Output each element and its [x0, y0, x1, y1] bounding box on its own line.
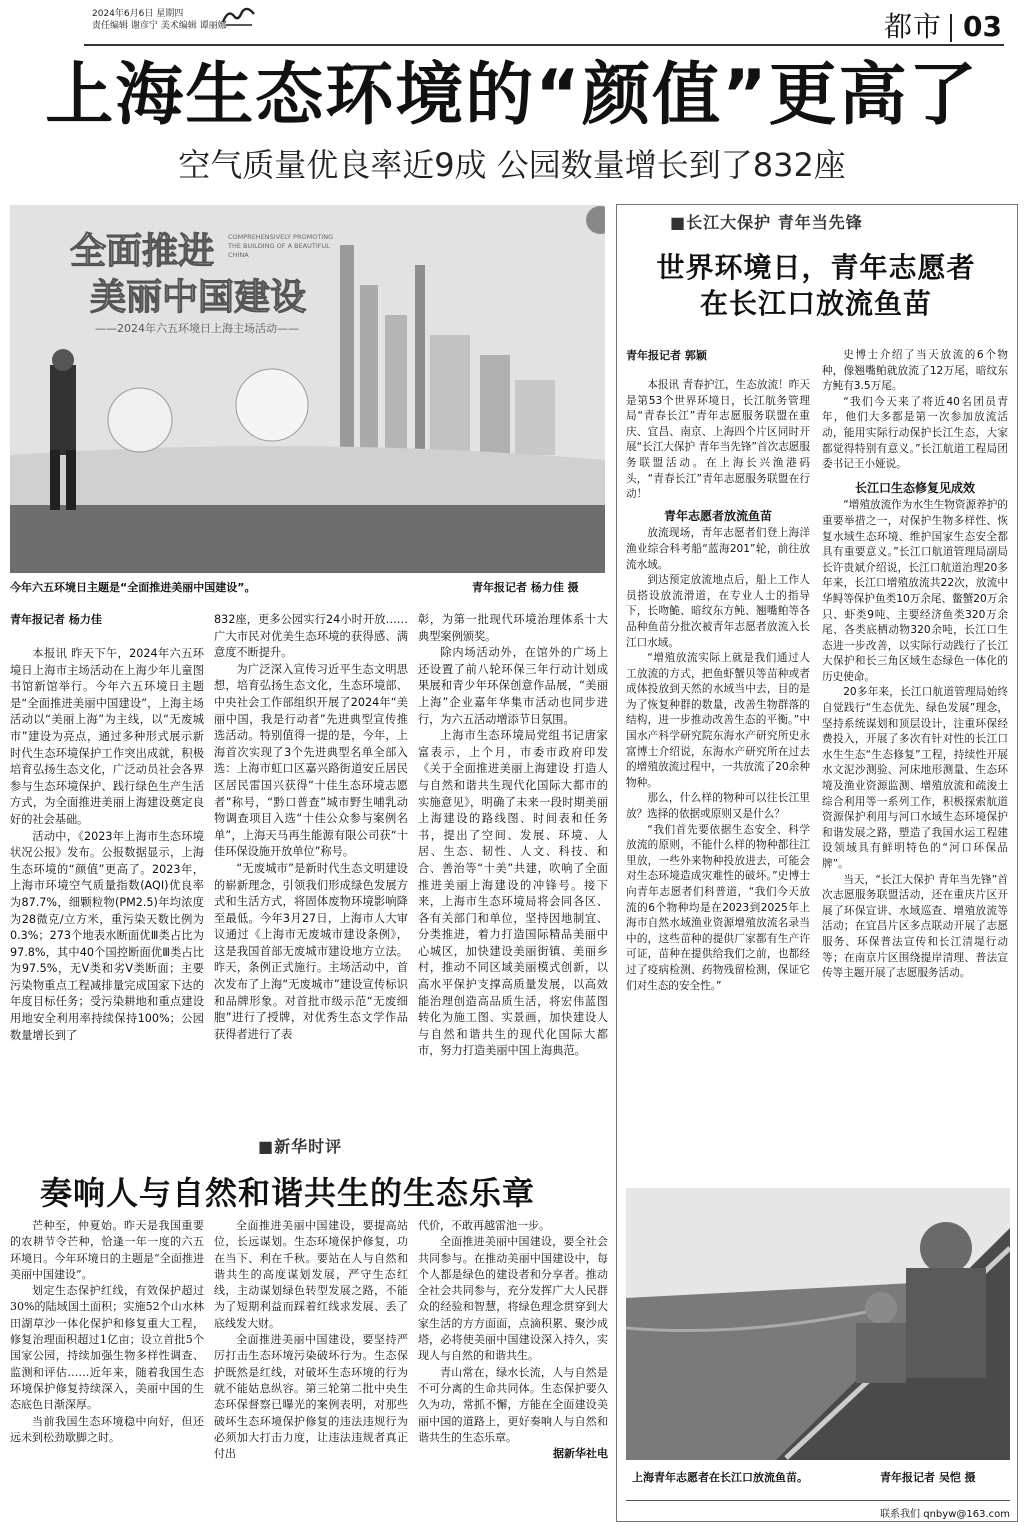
photo1-caption: 今年六五环境日主题是“全面推进美丽中国建设”。: [10, 581, 256, 594]
event-photo: [10, 205, 605, 573]
main-col-3-p3: 上海市生态环境局党组书记唐家富表示，上个月，市委市政府印发《关于全面推进美丽上海建设 打造人与自然和谐共生现代化国际大都市的实施意见》，明确了未来一段时期美丽上海建设的路线图、时间表和任务书，提出了空间、发展、环境、人居、生态、韧性、人文、科技、和合、善治等“十美”共建，吹响了全面推进美丽上海建设的冲锋号。接下来，上海市生态环境局将会同各区、各有关部门和单位，坚持因地制宜、分类推进，着力打造国际精品美丽中心城区，加快建设美丽街镇、美丽乡村，推动不同区域美丽模式创新，以高水平保护支撑高质量发展，以高效能治理创造高品质生活，将宏伟蓝图转化为施工图、实景画，加快建设人与自然和谐共生的现代化国际大都市，努力打造美丽中国上海典范。: [418, 729, 608, 1058]
side-title-line1: 世界环境日，青年志愿者: [656, 251, 976, 284]
header-meta: [92, 8, 227, 32]
commentary-col-1: [10, 1218, 204, 1446]
commentary-col-3-p1: 代价，不敢再越雷池一步。: [418, 1219, 550, 1232]
side-col-a2-p1: 放流现场，青年志愿者们登上海洋渔业综合科考船“蓝海201”轮，前往放流水域。: [626, 527, 810, 571]
commentary-col-2: [214, 1218, 408, 1462]
river-photo: [626, 1188, 1010, 1460]
main-col-3-p1: 彰，为第一批现代环境治理体系十大典型案例颁奖。: [418, 613, 608, 643]
section-name: 都市: [883, 10, 942, 43]
commentary-col-2-p2: 全面推进美丽中国建设，要坚持严厉打击生态环境污染破坏行为。生态保护既然是红线，对破坏生态环境的行为就不能姑息纵容。第三轮第二批中央生态环保督察已曝光的案例表明，对那些破坏生态环境保护修复的违法违规行为必须加大打击力度，让违法违规者真正付出: [214, 1333, 408, 1461]
river-photo-art: [626, 1188, 1010, 1460]
side-col-a2-p2: 到达预定放流地点后，船上工作人员搭设放流滑道，在专业人士的指导下，长吻鮠、暗纹东方鲀、翘嘴鲌等各品种鱼苗分批次被青年志愿者放流入长江口水域。: [626, 574, 810, 649]
side-byline: 青年报记者 郭颖: [626, 349, 707, 362]
main-col-1-p2: 活动中，《2023年上海市生态环境状况公报》发布。公报数据显示，上海生态环境的“颜值”更高了。2023年，上海市环境空气质量指数(AQI)优良率为87.7%，细颗粒物(PM2.5)年均浓度为28微克/立方米，重污染天数比例为0.3%；273个地表水断面优Ⅲ类占比为97.8%，其中40个国控断面优Ⅲ类占比为97.5%，无Ⅴ类和劣Ⅴ类断面；主要污染物重点工程减排量完成国家下达的年度目标任务；受污染耕地和重点建设用地安全利用率持续保持100%；公园数量增长到了: [10, 829, 204, 1042]
commentary-col-3: [418, 1218, 608, 1462]
side-col-a2-p3: “增殖放流实际上就是我们通过人工放流的方式，把鱼虾蟹贝等苗种或者成体投放到天然的水域当中去，目的是为了恢复种群的数量，改善生物群落的结构，进一步推动改善生态的平衡。”中国水产科学研究院东海水产研究所史永富博士介绍说，东海水产研究所在过去的增殖放流过程中，一共放流了20余种物种。: [626, 652, 810, 789]
photo2-caption: 上海青年志愿者在长江口放流鱼苗。: [632, 1471, 808, 1484]
commentary-kicker: ■新华时评: [258, 1137, 343, 1156]
headline: 上海生态环境的“颜值”更高了: [45, 56, 979, 135]
side-col-b: [822, 348, 1008, 982]
commentary-col-1-p2: 划定生态保护红线，有效保护超过30%的陆域国土面积；实施52个山水林田湖草沙一体化保护和修复重大工程，修复治理面积超过1亿亩；设立首批5个国家公园，持续加强生物多样性调查、监测和评估……近年来，随着我国生态环境保护修复持续深入，美丽中国的生态底色日渐深厚。: [10, 1284, 204, 1412]
main-col-3-p2: 除内场活动外，在馆外的广场上还设置了前八轮环保三年行动计划成果展和青少年环保创意作品展，“美丽上海”企业嘉年华集市活动也同步进行，为六五活动增添节日氛围。: [418, 646, 608, 726]
side-col-a-p1: 本报讯 青春护江，生态放流！昨天是第53个世界环境日，长江航务管理局“青春长江”青年志愿服务联盟在重庆、宜昌、南京、上海四个片区同时开展“长江大保护 青年当先锋”首次志愿服务联盟活动。在上海长兴渔港码头，“青春长江”青年志愿服务联盟在行动！: [626, 379, 810, 501]
banner-title-2: 美丽中国建设: [90, 277, 307, 318]
editors-line: 责任编辑 谢彦宁 美术编辑 谭丽娜: [92, 21, 227, 31]
commentary-source: 据新华社电: [553, 1447, 608, 1461]
side-col-b-p2: “我们今天来了将近40名团员青年，他们大多都是第一次参加放流活动，能用实际行动保护长江生态，大家都觉得特别有意义。”长江航道工程局团委书记王小娅说。: [822, 395, 1008, 471]
page-number: 03: [963, 10, 1002, 43]
section-divider: [950, 14, 952, 42]
subheadline: 空气质量优良率近9成 公园数量增长到了832座: [178, 146, 846, 184]
side-col-b2-p3: 当天，“长江大保护 青年当先锋”首次志愿服务联盟活动，还在重庆片区开展了环保宣讲、水域巡查、增殖放流等活动；在宜昌片区多点联动开展了志愿服务、环保普法宣传和长江清堤行动等；在南京片区围绕提岸清理、普法宣传等主题开展了志愿服务活动。: [822, 873, 1008, 980]
side-col-a2-p5: “我们首先要依据生态安全、科学放流的原则，不能什么样的物种都往江里放，一些外来物种投放进去，可能会对生态环境造成灾难性的破坏。”史博士向青年志愿者们科普道，“我们今天放流的6个物种均是在2023到2025年上海市自然水域渔业资源增殖放流名录当中的，这些苗种的提供厂家都有生产许可证，苗种在提供给我们之前，也都经过了疫病检测、药物残留检测，保证它们对生态的安全性。”: [626, 823, 810, 992]
side-col-b-p1: 史博士介绍了当天放流的6个物种，像翘嘴鲌就放流了12万尾，暗纹东方鲀有3.5万尾。: [822, 349, 1008, 393]
commentary-col-2-p1: 全面推进美丽中国建设，要提高站位，长远谋划。生态环境保护修复，功在当下、利在千秋。要站在人与自然和谐共生的高度谋划发展，严守生态红线，主动谋划绿色转型发展之路，不能为了短期利益而踩着红线求发展、丢了底线发大财。: [214, 1219, 408, 1330]
side-title: [618, 250, 1014, 322]
main-col-3: [418, 612, 608, 1060]
footer-rule: [626, 1500, 1010, 1501]
side-sub-b: 长江口生态修复见成效: [854, 480, 975, 495]
main-col-2-p1: 832座，更多公园实行24小时开放……广大市民对优美生态环境的获得感、满意度不断提升。: [214, 613, 408, 660]
date-line: 2024年6月6日 星期四: [92, 9, 184, 19]
photo2-credit: 青年报记者 吴恺 摄: [880, 1471, 976, 1484]
main-col-2-p3: “无废城市”是新时代生态文明建设的崭新理念，引领我们形成绿色发展方式和生活方式，将固体废物环境影响降至最低。今年3月27日，上海市人大审议通过《上海市无废城市建设条例》，这是我国首部无废城市建设地方立法。昨天，条例正式施行。主场活动中，首次发布了上海“无废城市”建设宣传标识和品牌形象。对首批市级示范“无废细胞”进行了授牌，对优秀生态文学作品获得者进行了表: [214, 861, 408, 1041]
photo1-credit: 青年报记者 杨力佳 摄: [472, 581, 579, 594]
side-col-b2-p2: 20多年来，长江口航道管理局始终自觉践行“生态优先、绿色发展”理念，坚持系统谋划和顶层设计，注重环保经费投入，开展了多次有针对性的长江口水生生态“生态修复”工程，持续性开展水文泥沙测验、河床地形测量、生态环境及渔业资源监测、增殖放流和疏浚土综合利用等一系列工作，积极探索航道资源保护利用与河口水域生态环境保护和谐发展之路，塑造了我国水运工程建设领域具有鲜明特色的“河口环保品牌”。: [822, 686, 1008, 870]
main-byline: 青年报记者 杨力佳: [10, 613, 102, 626]
commentary-col-1-p3: 当前我国生态环境稳中向好，但还远未到松劲歇脚之时。: [10, 1414, 204, 1444]
banner-english: COMPREHENSIVELY PROMOTING THE BUILDING OF A BEAUTIFUL CHINA: [228, 233, 334, 259]
commentary-title: 奏响人与自然和谐共生的生态乐章: [40, 1174, 536, 1212]
main-col-2: [214, 612, 408, 1043]
side-sub-a: 青年志愿者放流鱼苗: [663, 508, 772, 523]
main-col-2-p2: 为广泛深入宣传习近平生态文明思想，培育弘扬生态文化，生态环境部、中央社会工作部组织开展了2024年“美丽中国，我是行动者”先进典型宣传推选活动。特别值得一提的是，今年，上海首次实现了3个先进典型名单全部入选：上海市虹口区嘉兴路街道安丘居民区居民雷国兴获得“十佳生态环境志愿者”称号，“黔口普查”城市野生哺乳动物调查项目入选“十佳公众参与案例名单”，上海天马再生能源有限公司获“十佳环保设施开放单位”称号。: [214, 662, 408, 859]
commentary-col-1-p1: 芒种至，仲夏始。昨天是我国重要的农耕节令芒种，恰逢一年一度的六五环境日。今年环境日的主题是“全面推进美丽中国建设”。: [10, 1219, 204, 1281]
side-col-a: [626, 378, 810, 994]
commentary-col-3-p2: 全面推进美丽中国建设，要全社会共同参与。在推动美丽中国建设中，每个人都是绿色的建设者和分享者。推动全社会共同参与，充分发挥广大人民群众的经验和智慧，将绿色理念贯穿到大家生活的方方面面，点滴积累、聚沙成塔，必将使美丽中国建设深入持久，实现人与自然的和谐共生。: [418, 1235, 608, 1363]
side-kicker: ■长江大保护 青年当先锋: [670, 213, 863, 232]
header-rule: [84, 44, 1004, 46]
main-col-1: [10, 646, 204, 1044]
side-title-line2: 在长江口放流鱼苗: [699, 287, 932, 320]
main-col-1-p1: 本报讯 昨天下午，2024年六五环境日上海市主场活动在上海少年儿童图书馆新馆举行。今年六五环境日主题是“全面推进美丽中国建设”，上海主场活动以“美丽上海”为主线，以“无废城市”建设为亮点，通过多种形式展示新时代生态环境保护工作突出成就，积极培育弘扬生态文化，广泛动员社会各界参与生态环境保护、践行绿色生产生活方式，为全面推进美丽上海建设奠定良好的社会基础。: [10, 647, 204, 826]
banner-title-1: 全面推进: [70, 231, 215, 272]
footer-contact: 联系我们 qnbyw@163.com: [880, 1509, 1010, 1520]
newspaper-logo: [220, 6, 258, 28]
side-col-a2-p4: 那么，什么样的物种可以往长江里放？选择的依据或原则又是什么？: [626, 792, 810, 821]
side-col-b2-p1: “增殖放流作为水生生物资源养护的重要举措之一，对保护生物多样性、恢复水域生态环境、维护国家生态安全都具有重要意义。”长江口航道管理局副局长许贵斌介绍说，长江口航道治理20多年来，长江口增殖放流共22次，放流中华鲟等保护鱼类10万余尾、鳖蟹20万余只、虾类9吨、主要经济鱼类320万余尾、各类底栖动物320余吨，长江口生态进一步改善，以实际行动践行了长江大保护和长三角区域生态绿色一体化的历史使命。: [822, 499, 1008, 683]
banner-event: ——2024年六五环境日上海主场活动——: [95, 322, 299, 335]
commentary-col-3-p3: 青山常在，绿水长流，人与自然是不可分离的生命共同体。生态保护要久久为功，常抓不懈，方能在全面建设美丽中国的道路上，更好奏响人与自然和谐共生的生态乐章。: [418, 1365, 608, 1444]
